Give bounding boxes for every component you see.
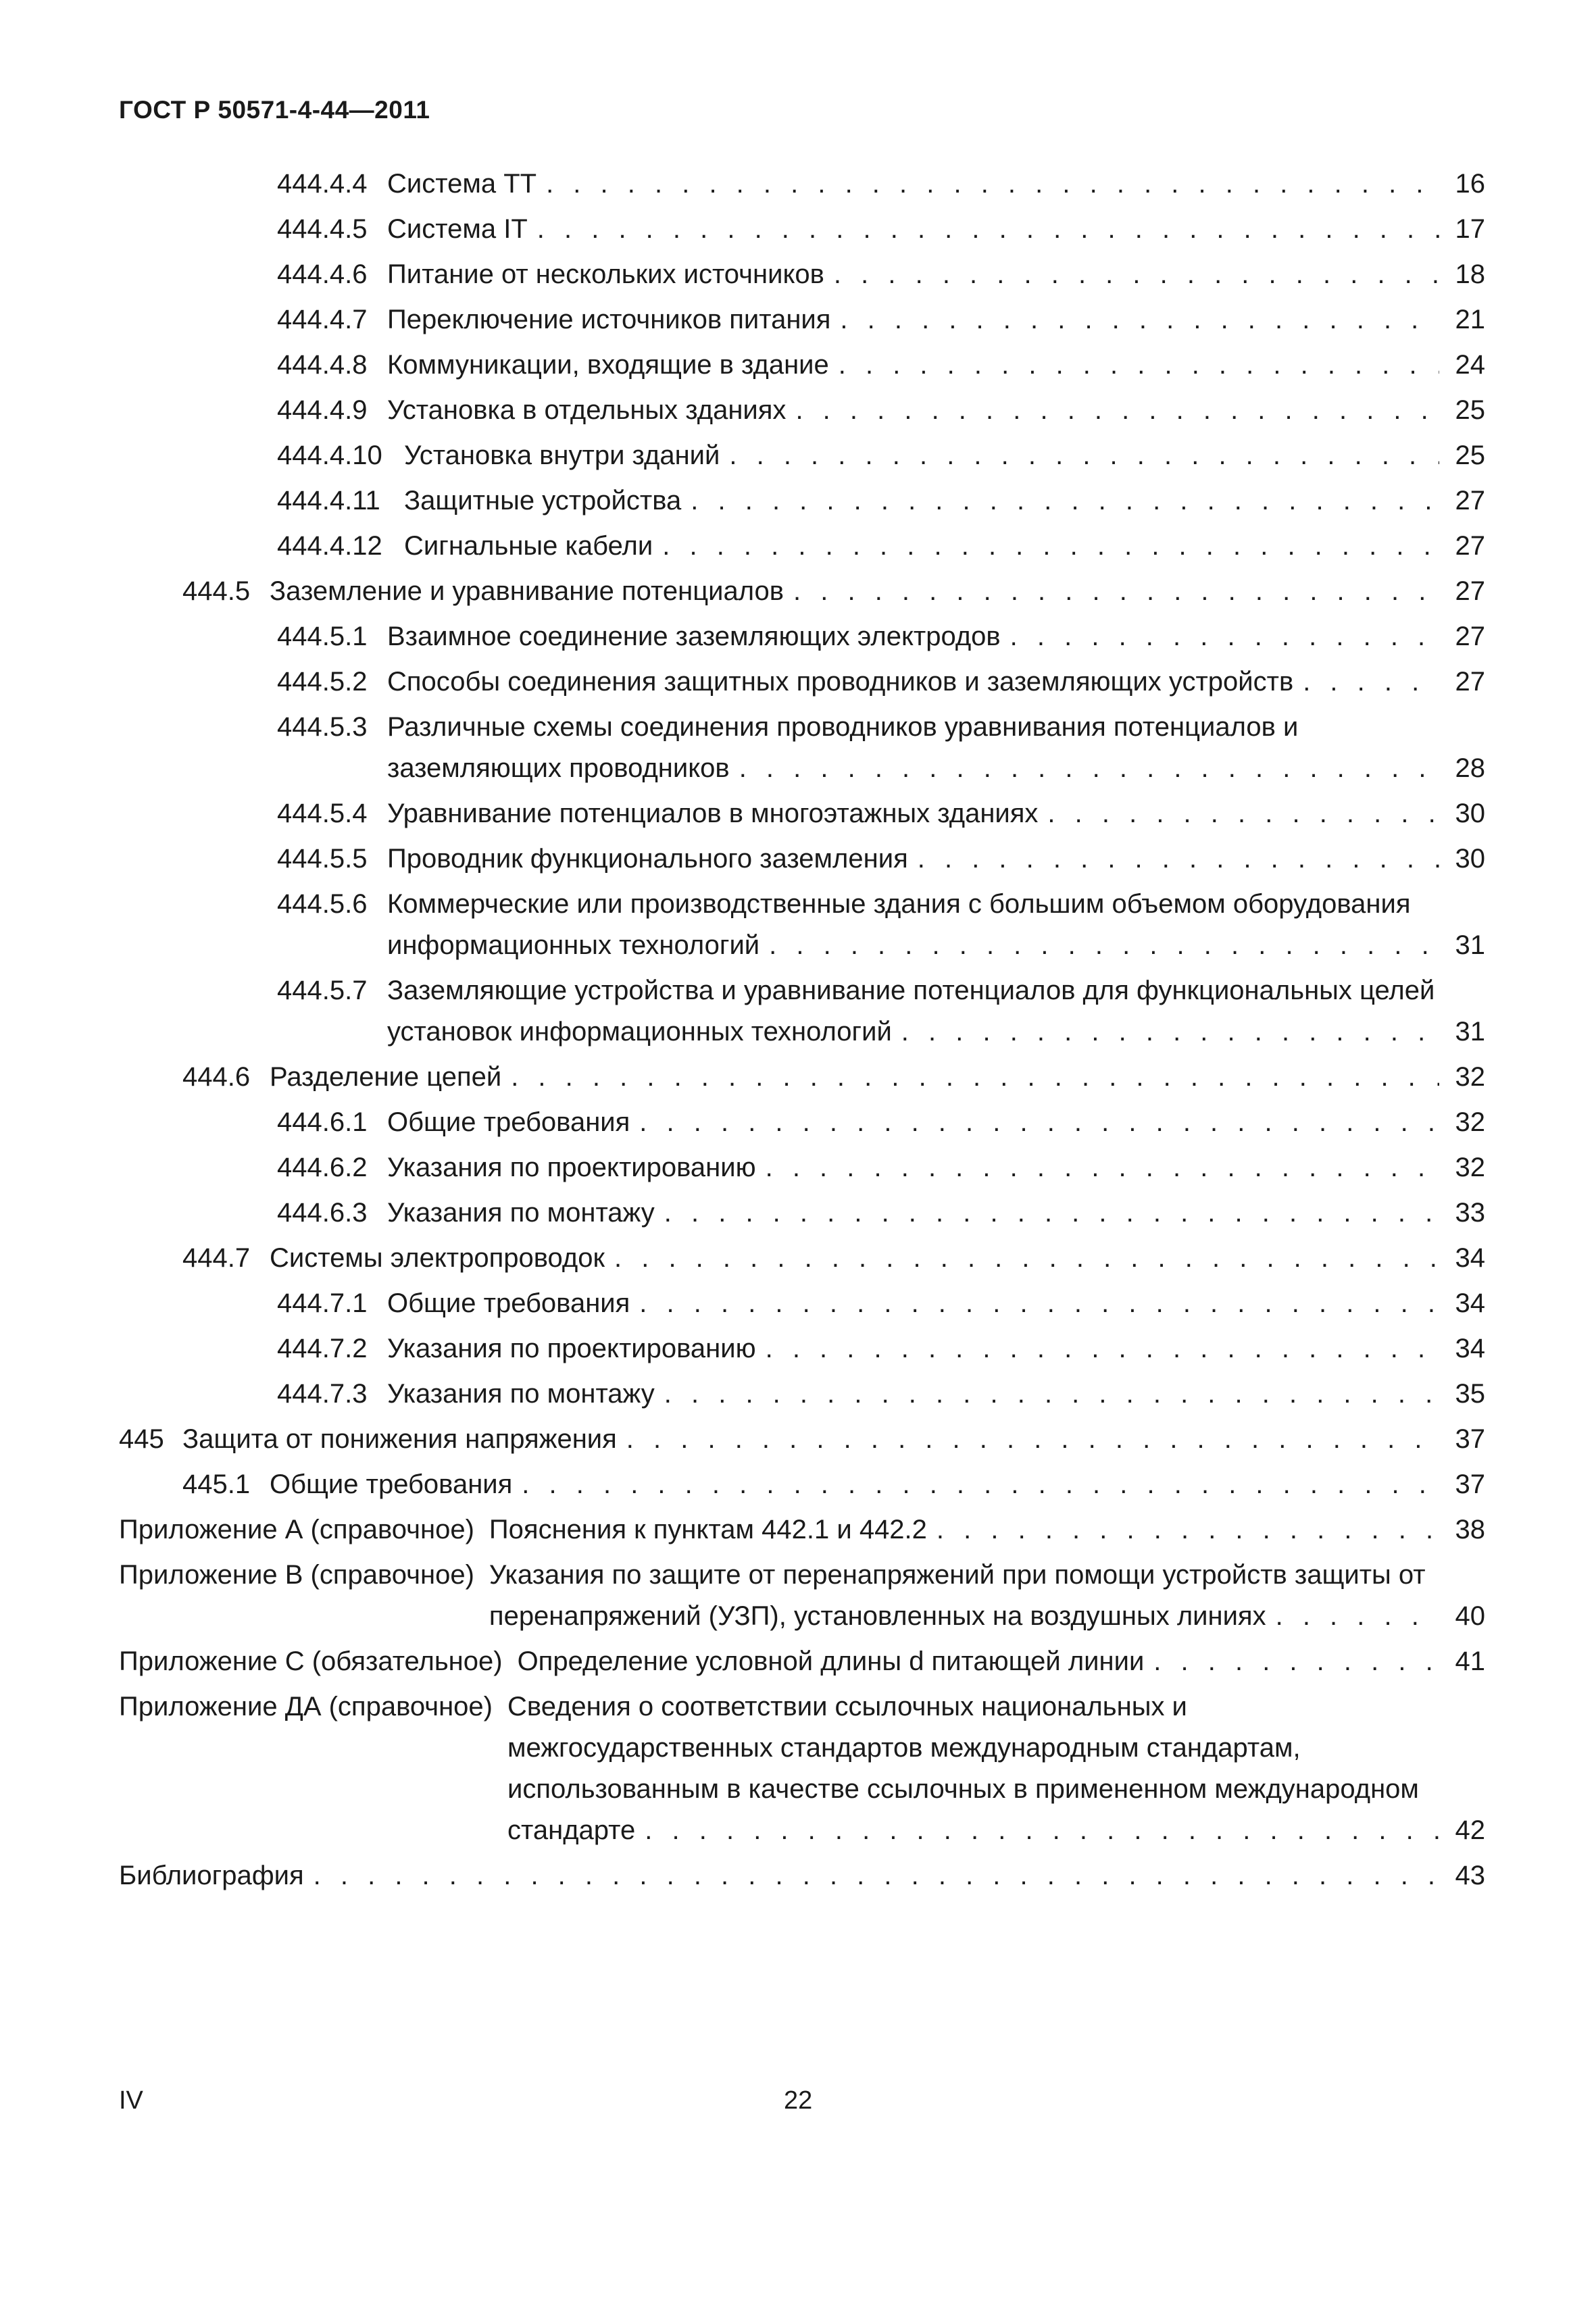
toc-entry-body [387, 838, 1439, 880]
toc-entry [119, 1283, 1485, 1324]
toc-entry-body [270, 1057, 1439, 1098]
toc-entry [119, 1328, 1485, 1369]
toc-entry-title: Проводник функционального заземления [387, 844, 912, 874]
toc-entry-title: Заземление и уравнивание потенциалов [270, 576, 788, 606]
toc-entry-title: Установка внутри зданий [404, 441, 724, 470]
toc-entry-title: Система TT [387, 169, 541, 199]
toc-entry-title-wrap [387, 1283, 1439, 1324]
toc-entry-title: Указания по монтажу [387, 1379, 659, 1409]
toc-entry [119, 793, 1485, 834]
toc-entry-title-wrap [387, 390, 1439, 431]
toc-entry-page: 31 [1439, 925, 1485, 966]
toc-entry-title: Указания по защите от перенапряжений при помощи устройств защиты от перенапряжений (УЗП), установленных на воздушных линиях [489, 1560, 1426, 1631]
toc-entry-body [387, 707, 1439, 789]
toc-entry-page: 25 [1439, 390, 1485, 431]
toc-entry-page: 37 [1439, 1464, 1485, 1505]
toc-entry [119, 480, 1485, 522]
toc-entry-body [489, 1509, 1439, 1551]
toc-entry-body [387, 1374, 1439, 1415]
toc-entry-title: Определение условной длины d питающей линии [518, 1646, 1149, 1676]
toc-entry-number: 444.5.5 [277, 844, 368, 874]
toc-entry-number: 444.5.6 [277, 889, 368, 919]
toc-entry [119, 1192, 1485, 1234]
toc-entry [119, 299, 1485, 341]
toc-entry-number: 444.7 [182, 1243, 251, 1273]
toc-entry-number: 444.4.9 [277, 395, 368, 425]
toc-entry-title: Установка в отдельных зданиях [387, 395, 790, 425]
toc-entry-number: 444.4.7 [277, 305, 368, 334]
toc-entry-title: Переключение источников питания [387, 305, 834, 334]
toc-entry-number: 444.4.12 [277, 531, 382, 561]
toc-entry-body [270, 1238, 1439, 1279]
toc-entry-number: 445 [119, 1424, 164, 1454]
toc-entry [119, 970, 1485, 1053]
toc-entry-title: Коммуникации, входящие в здание [387, 350, 833, 380]
toc-entry-title-wrap [387, 793, 1439, 834]
toc-entry-title: Уравнивание потенциалов в многоэтажных зданиях [387, 799, 1042, 828]
toc-entry-title: Способы соединения защитных проводников и заземляющих устройств [387, 667, 1297, 697]
toc-entry-page: 40 [1439, 1596, 1485, 1637]
toc-entry-title-wrap [270, 1238, 1439, 1279]
toc-entry-number: 444.6 [182, 1062, 251, 1092]
toc-entry-body [270, 1464, 1439, 1505]
toc-entry [119, 707, 1485, 789]
toc-entry-body [270, 571, 1439, 612]
toc-entry-title-wrap [387, 299, 1439, 341]
toc-entry-body [387, 299, 1439, 341]
toc-entry [119, 435, 1485, 476]
toc-entry-number: Приложение С (обязательное) [119, 1646, 503, 1676]
toc-entry-number: 444.5.7 [277, 976, 368, 1005]
toc-entry [119, 1147, 1485, 1188]
toc-entry-title-wrap [387, 1328, 1439, 1369]
toc-entry-title-wrap [387, 970, 1439, 1053]
toc-entry-number: 444.4.6 [277, 259, 368, 289]
toc-entry [119, 884, 1485, 966]
toc-entry-title: Питание от нескольких источников [387, 259, 828, 289]
toc-entry-body [404, 480, 1439, 522]
toc-entry-title: Общие требования [387, 1107, 634, 1137]
toc-entry-title: Пояснения к пунктам 442.1 и 442.2 [489, 1515, 931, 1544]
toc-entry-page: 37 [1439, 1419, 1485, 1460]
toc-entry-page: 42 [1439, 1810, 1485, 1851]
toc-entry-title-wrap [404, 480, 1439, 522]
toc-entry-body [119, 1855, 1439, 1896]
toc-entry-title-wrap [387, 884, 1439, 966]
toc-entry-page: 43 [1439, 1855, 1485, 1896]
toc-entry [119, 209, 1485, 250]
toc-entry [119, 526, 1485, 567]
toc-entry-title-wrap [518, 1641, 1439, 1682]
toc-entry-number: 444.5 [182, 576, 251, 606]
toc-entry-page: 34 [1439, 1328, 1485, 1369]
toc-entry-body [182, 1419, 1439, 1460]
toc-entry [119, 1555, 1485, 1637]
roman-page-number: IV [119, 2086, 143, 2115]
toc-entry-number: 444.4.4 [277, 169, 368, 199]
toc-entry-body [387, 661, 1439, 703]
toc-entry-number: 444.6.2 [277, 1153, 368, 1182]
toc-entry-title-wrap [119, 1855, 1439, 1896]
toc-entry [119, 1419, 1485, 1460]
toc-entry [119, 1057, 1485, 1098]
toc-entry-number: Приложение ДА (справочное) [119, 1692, 493, 1721]
toc-entry [119, 1374, 1485, 1415]
toc-entry-body [387, 345, 1439, 386]
toc-entry-title-wrap [270, 1464, 1439, 1505]
toc-entry-number: 444.7.3 [277, 1379, 368, 1409]
toc-entry-body [404, 435, 1439, 476]
toc-entry-body [387, 1328, 1439, 1369]
toc-entry-number: 444.5.4 [277, 799, 368, 828]
toc-entry-page: 28 [1439, 748, 1485, 789]
toc-entry-title-wrap [387, 1192, 1439, 1234]
toc-entry-page: 16 [1439, 164, 1485, 205]
toc-entry-number: 444.7.1 [277, 1288, 368, 1318]
toc-entry-page: 31 [1439, 1011, 1485, 1053]
toc-entry-title-wrap [507, 1686, 1439, 1851]
toc-entry-body [387, 793, 1439, 834]
toc-entry-body [387, 970, 1439, 1053]
toc-entry-title-wrap [387, 254, 1439, 295]
toc-entry-title-wrap [387, 707, 1439, 789]
toc-entry-title-wrap [387, 209, 1439, 250]
toc-entry-page: 21 [1439, 299, 1485, 341]
toc-entry-body [507, 1686, 1439, 1851]
toc-entry-page: 33 [1439, 1192, 1485, 1234]
toc-entry-page: 32 [1439, 1102, 1485, 1143]
toc-entry-title-wrap [489, 1509, 1439, 1551]
toc-entry [119, 345, 1485, 386]
toc-entry [119, 661, 1485, 703]
toc-entry-body [387, 1192, 1439, 1234]
toc-entry-title-wrap [387, 1102, 1439, 1143]
toc-entry-title: Различные схемы соединения проводников уравнивания потенциалов и заземляющих проводников [387, 712, 1299, 783]
toc-entry-page: 32 [1439, 1057, 1485, 1098]
toc-entry-title-wrap [387, 661, 1439, 703]
toc-entry-title: Разделение цепей [270, 1062, 505, 1092]
page-number: 22 [784, 2086, 813, 2115]
toc-entry-number: 444.6.1 [277, 1107, 368, 1137]
toc-entry-title: Взаимное соединение заземляющих электродов [387, 622, 1005, 651]
toc-entry [119, 164, 1485, 205]
toc-entry-title-wrap [404, 526, 1439, 567]
toc-entry-page: 18 [1439, 254, 1485, 295]
toc-entry-title: Общие требования [270, 1469, 516, 1499]
toc-entry-body [387, 1283, 1439, 1324]
toc-entry-number: 444.6.3 [277, 1198, 368, 1228]
toc-entry-number: 444.5.2 [277, 667, 368, 697]
toc-entry-number: Приложение А (справочное) [119, 1515, 474, 1544]
toc-entry-title-wrap [182, 1419, 1439, 1460]
toc-entry-page: 25 [1439, 435, 1485, 476]
toc-entry-page: 32 [1439, 1147, 1485, 1188]
toc-entry-body [387, 164, 1439, 205]
toc-entry-number: 444.4.10 [277, 441, 382, 470]
toc-entry-page: 27 [1439, 616, 1485, 657]
toc-entry-title-wrap [270, 571, 1439, 612]
toc-entry-page: 27 [1439, 526, 1485, 567]
toc-entry-title: Сведения о соответствии ссылочных национальных и межгосударственных стандартов международным стандартам, использованным в качестве ссылочных в примененном международном стандарте [507, 1692, 1419, 1845]
toc-entry [119, 390, 1485, 431]
toc-entry-title: Библиография [119, 1861, 308, 1890]
toc-entry-title-wrap [387, 838, 1439, 880]
toc-entry-page: 30 [1439, 838, 1485, 880]
toc-entry-page: 41 [1439, 1641, 1485, 1682]
toc-entry [119, 1855, 1485, 1896]
toc-entry [119, 1102, 1485, 1143]
toc-entry-title: Заземляющие устройства и уравнивание потенциалов для функциональных целей установок информационных технологий [387, 976, 1435, 1047]
toc-entry-title: Указания по проектированию [387, 1334, 760, 1363]
toc-entry-title: Общие требования [387, 1288, 634, 1318]
toc-entry-body [518, 1641, 1439, 1682]
toc-entry-body [387, 1147, 1439, 1188]
toc-entry-body [387, 884, 1439, 966]
toc-entry-page: 34 [1439, 1283, 1485, 1324]
toc-entry [119, 1641, 1485, 1682]
toc-entry-body [387, 1102, 1439, 1143]
toc-entry-number: 444.4.5 [277, 214, 368, 244]
toc-entry-title-wrap [387, 1374, 1439, 1415]
toc-entry-page: 17 [1439, 209, 1485, 250]
toc-entry-title: Коммерческие или производственные здания с большим объемом оборудования информационных технологий [387, 889, 1411, 960]
toc-entry-number: Приложение В (справочное) [119, 1560, 474, 1590]
toc-entry-number: 444.5.1 [277, 622, 368, 651]
toc-entry-title: Указания по проектированию [387, 1153, 760, 1182]
toc-entry-page: 30 [1439, 793, 1485, 834]
toc-entry-body [387, 254, 1439, 295]
toc-entry-body [387, 616, 1439, 657]
toc-entry-title-wrap [387, 345, 1439, 386]
document-header: ГОСТ Р 50571-4-44—2011 [119, 96, 430, 124]
toc-entry-title: Защита от понижения напряжения [182, 1424, 621, 1454]
toc-entry-page: 24 [1439, 345, 1485, 386]
toc-entry-page: 27 [1439, 571, 1485, 612]
toc-entry-title: Система IT [387, 214, 532, 244]
toc-entry-title-wrap [387, 1147, 1439, 1188]
toc-entry-body [489, 1555, 1439, 1637]
toc-entry-page: 34 [1439, 1238, 1485, 1279]
toc-entry-title: Указания по монтажу [387, 1198, 659, 1228]
toc-entry-body [387, 390, 1439, 431]
toc-entry [119, 1238, 1485, 1279]
toc-entry-page: 27 [1439, 661, 1485, 703]
toc-entry-number: 444.4.11 [277, 486, 380, 515]
toc-entry-body [387, 209, 1439, 250]
table-of-contents [119, 164, 1485, 1901]
toc-entry [119, 571, 1485, 612]
toc-entry [119, 1509, 1485, 1551]
toc-entry [119, 838, 1485, 880]
toc-entry [119, 1686, 1485, 1851]
toc-entry-page: 35 [1439, 1374, 1485, 1415]
toc-entry-body [404, 526, 1439, 567]
toc-entry-title-wrap [387, 164, 1439, 205]
toc-entry-title-wrap [270, 1057, 1439, 1098]
toc-entry-title: Системы электропроводок [270, 1243, 609, 1273]
toc-entry-title-wrap [489, 1555, 1439, 1637]
toc-entry-page: 38 [1439, 1509, 1485, 1551]
toc-entry-title-wrap [404, 435, 1439, 476]
toc-entry [119, 616, 1485, 657]
toc-entry-title: Сигнальные кабели [404, 531, 657, 561]
toc-entry-number: 445.1 [182, 1469, 251, 1499]
toc-entry-number: 444.4.8 [277, 350, 368, 380]
toc-entry-title: Защитные устройства [404, 486, 685, 515]
toc-entry-page: 27 [1439, 480, 1485, 522]
toc-entry [119, 254, 1485, 295]
toc-entry-number: 444.5.3 [277, 712, 368, 742]
toc-entry-number: 444.7.2 [277, 1334, 368, 1363]
toc-entry [119, 1464, 1485, 1505]
toc-entry-title-wrap [387, 616, 1439, 657]
